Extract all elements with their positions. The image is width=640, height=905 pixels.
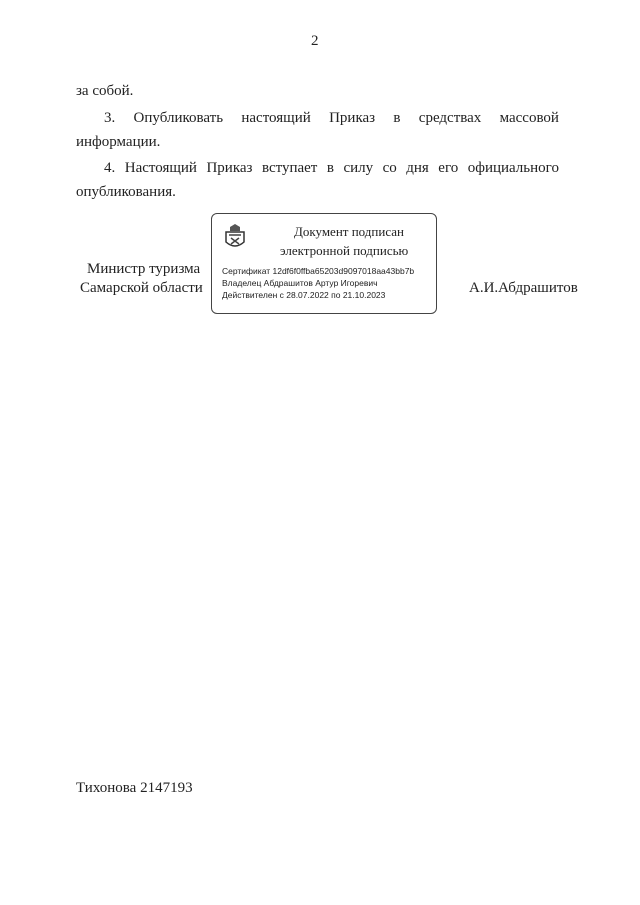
word: его [438,160,459,176]
word: официального [467,160,559,176]
paragraph-text: информации. [76,134,161,150]
word: Приказ [329,110,376,126]
word: средствах [418,110,482,126]
paragraph-4 [104,160,559,177]
certificate-owner: Владелец Абдрашитов Артур Игоревич [222,278,378,288]
page-number: 2 [311,33,319,49]
signer-title: Самарской области [80,280,203,296]
footer-executor: Тихонова 2147193 [76,780,193,796]
electronic-signature-stamp [211,213,437,314]
stamp-heading: Документ подписан [294,224,404,239]
signer-title: Министр туризма [87,261,201,277]
word: 4. [104,160,116,176]
certificate-number: Сертификат 12df6f0ffba65203d9097018aa43bb7b [222,266,415,276]
certificate-validity: Действителен с 28.07.2022 по 21.10.2023 [222,290,386,300]
word: вступает [261,160,318,176]
word: дня [406,160,429,176]
word: массовой [499,110,559,126]
word: Настоящий [124,160,197,176]
word: в [393,110,401,126]
word: настоящий [241,110,311,126]
stamp-heading: электронной подписью [280,243,409,258]
word: силу [343,160,374,176]
paragraph-3 [104,110,559,127]
word: Приказ [206,160,253,176]
paragraph-text: за собой. [76,83,134,99]
coat-of-arms-icon [224,224,246,250]
word: со [382,160,397,176]
signer-name: А.И.Абдрашитов [469,280,578,296]
paragraph-text: опубликования. [76,184,176,200]
word: 3. [104,110,116,126]
word: в [326,160,334,176]
word: Опубликовать [133,110,224,126]
